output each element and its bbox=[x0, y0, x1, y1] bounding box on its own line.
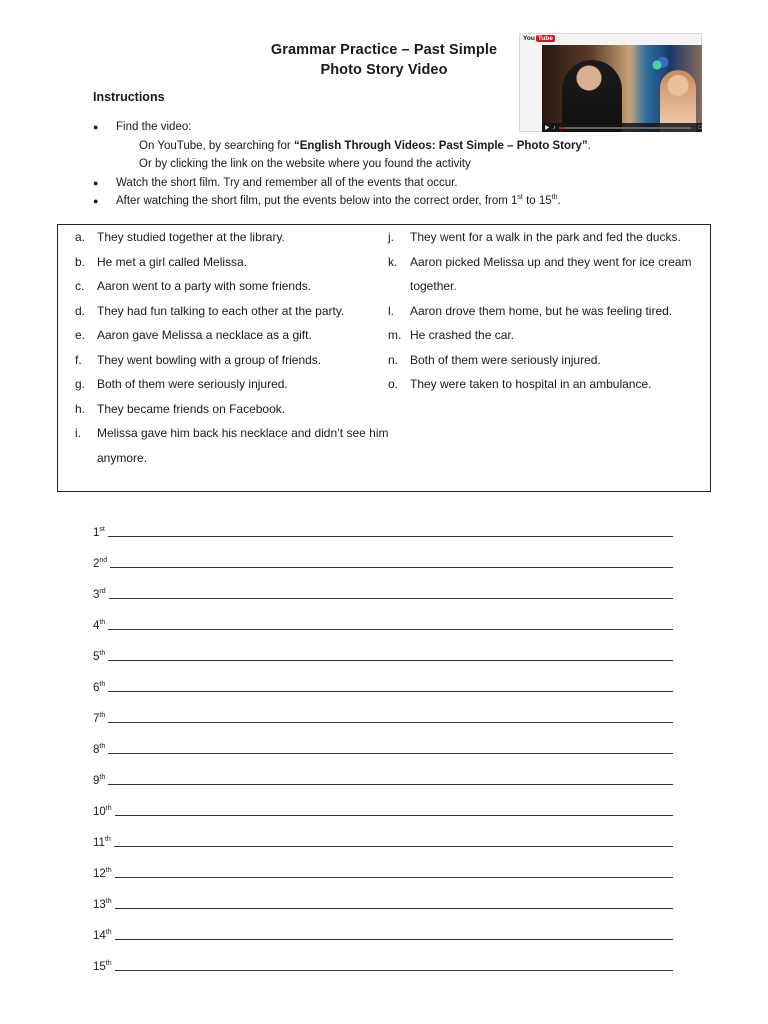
search-query: “English Through Videos: Past Simple – Photo Story” bbox=[293, 139, 588, 152]
event-item bbox=[75, 372, 393, 397]
answer-row bbox=[93, 601, 673, 632]
event-letter: b. bbox=[75, 254, 86, 269]
event-item bbox=[388, 348, 698, 373]
instruction-text-part: After watching the short film, put the events below into the correct order, from 1 bbox=[116, 195, 518, 207]
event-text: Aaron drove them home, but he was feeling tired. bbox=[410, 303, 673, 318]
event-text: They studied together at the library. bbox=[97, 230, 285, 244]
answer-number bbox=[93, 744, 108, 756]
event-item bbox=[388, 225, 698, 250]
answer-row bbox=[93, 725, 673, 756]
event-letter: e. bbox=[75, 328, 86, 342]
answer-number-value: 2 bbox=[93, 558, 100, 570]
answer-number-value: 13 bbox=[93, 899, 106, 911]
event-letter: k. bbox=[388, 254, 398, 269]
play-icon[interactable]: ▶ bbox=[545, 125, 550, 131]
event-item bbox=[388, 299, 698, 324]
fullscreen-icon[interactable]: □ bbox=[698, 124, 702, 131]
answer-row bbox=[93, 570, 673, 601]
answer-lines bbox=[93, 508, 673, 973]
answer-number-value: 11 bbox=[93, 837, 105, 849]
ordinal-suffix: th bbox=[104, 836, 111, 844]
event-item bbox=[75, 397, 393, 422]
answer-blank-line[interactable] bbox=[108, 679, 673, 692]
answer-number-value: 9 bbox=[93, 775, 100, 787]
events-box bbox=[57, 224, 711, 492]
answer-number bbox=[93, 775, 108, 787]
youtube-logo-you: You bbox=[523, 35, 535, 42]
bullet-icon: ● bbox=[93, 177, 99, 188]
event-letter: n. bbox=[388, 352, 399, 367]
answer-number bbox=[93, 806, 115, 818]
instruction-text: Watch the short film. Try and remember all of the events that occur. bbox=[116, 176, 458, 189]
event-item bbox=[75, 421, 393, 470]
answer-number-value: 10 bbox=[93, 806, 106, 818]
answer-blank-line[interactable] bbox=[114, 834, 673, 847]
answer-number-value: 4 bbox=[93, 620, 100, 632]
answer-number bbox=[93, 899, 115, 911]
event-letter: o. bbox=[388, 377, 399, 391]
answer-number-value: 8 bbox=[93, 744, 100, 756]
answer-number bbox=[93, 682, 108, 694]
title-line-1: Grammar Practice – Past Simple bbox=[270, 42, 498, 58]
answer-number-value: 3 bbox=[93, 589, 100, 601]
ordinal-suffix: nd bbox=[99, 557, 108, 565]
event-item bbox=[388, 323, 698, 348]
answer-number-value: 5 bbox=[93, 651, 100, 663]
answer-number-value: 1 bbox=[93, 527, 100, 539]
event-text: Aaron picked Melissa up and they went for ice cream together. bbox=[410, 254, 692, 293]
answer-number bbox=[93, 651, 108, 663]
answer-number bbox=[93, 713, 108, 725]
instruction-text-part: . bbox=[557, 195, 561, 207]
events-column-left bbox=[75, 225, 393, 470]
answer-row bbox=[93, 632, 673, 663]
event-letter: d. bbox=[75, 303, 86, 318]
bullet-icon: ● bbox=[93, 196, 99, 206]
youtube-logo-tube: Tube bbox=[537, 35, 553, 42]
instruction-item bbox=[93, 174, 713, 193]
answer-number-value: 15 bbox=[93, 961, 106, 973]
ordinal-suffix: th bbox=[99, 743, 106, 751]
answer-row bbox=[93, 787, 673, 818]
event-item bbox=[75, 348, 393, 373]
answer-number-value: 6 bbox=[93, 682, 100, 694]
answer-number bbox=[93, 868, 115, 880]
event-text: He crashed the car. bbox=[410, 328, 515, 342]
answer-number bbox=[93, 961, 115, 973]
answer-number-value: 7 bbox=[93, 713, 100, 725]
event-item bbox=[388, 372, 698, 397]
event-item bbox=[388, 250, 698, 299]
instruction-item bbox=[93, 192, 713, 211]
event-text: They went bowling with a group of friends. bbox=[97, 352, 322, 367]
answer-row bbox=[93, 508, 673, 539]
answer-number bbox=[93, 620, 108, 632]
answer-number-value: 14 bbox=[93, 930, 106, 942]
event-item bbox=[75, 225, 393, 250]
answer-blank-line[interactable] bbox=[108, 741, 673, 754]
answer-blank-line[interactable] bbox=[115, 865, 673, 878]
event-text: He met a girl called Melissa. bbox=[97, 254, 248, 269]
event-item bbox=[75, 250, 393, 275]
answer-number bbox=[93, 837, 114, 849]
ordinal-suffix: th bbox=[105, 960, 112, 968]
event-letter: i. bbox=[75, 426, 81, 440]
answer-number bbox=[93, 558, 110, 570]
answer-row bbox=[93, 818, 673, 849]
ordinal-suffix: th bbox=[105, 805, 112, 813]
youtube-logo bbox=[523, 35, 555, 42]
ordinal-suffix: th bbox=[99, 712, 106, 720]
event-text: Both of them were seriously injured. bbox=[410, 352, 601, 367]
event-text: They had fun talking to each other at the party. bbox=[97, 303, 345, 318]
instructions-heading: Instructions bbox=[93, 90, 165, 104]
event-letter: a. bbox=[75, 230, 86, 244]
answer-row bbox=[93, 694, 673, 725]
answer-row bbox=[93, 756, 673, 787]
answer-blank-line[interactable] bbox=[115, 896, 673, 909]
answer-row bbox=[93, 911, 673, 942]
ordinal-suffix: th bbox=[99, 619, 106, 627]
answer-blank-line[interactable] bbox=[108, 710, 673, 723]
instruction-subitem bbox=[93, 137, 713, 156]
event-text: Aaron gave Melissa a necklace as a gift. bbox=[97, 328, 312, 342]
event-letter: f. bbox=[75, 352, 82, 367]
answer-blank-line[interactable] bbox=[108, 524, 673, 537]
answer-blank-line[interactable] bbox=[115, 927, 673, 940]
answer-blank-line[interactable] bbox=[109, 586, 673, 599]
answer-number bbox=[93, 930, 115, 942]
answer-row bbox=[93, 539, 673, 570]
ordinal-suffix: th bbox=[99, 650, 106, 658]
instruction-subitem: Or by clicking the link on the website where you found the activity bbox=[139, 158, 471, 170]
event-letter: c. bbox=[75, 279, 85, 293]
answer-row bbox=[93, 880, 673, 911]
event-letter: m. bbox=[388, 328, 402, 342]
answer-row bbox=[93, 663, 673, 694]
answer-blank-line[interactable] bbox=[108, 648, 673, 661]
answer-number bbox=[93, 527, 108, 539]
event-letter: l. bbox=[388, 303, 394, 318]
title-line-2: Photo Story Video bbox=[320, 62, 448, 78]
instructions-list bbox=[93, 118, 713, 211]
answer-number-value: 12 bbox=[93, 868, 106, 880]
event-item bbox=[75, 274, 393, 299]
subitem-period: . bbox=[587, 139, 591, 152]
instruction-item bbox=[93, 118, 713, 137]
volume-icon[interactable]: ♪ bbox=[552, 124, 556, 131]
event-text: Both of them were seriously injured. bbox=[97, 377, 288, 391]
answer-number bbox=[93, 589, 109, 601]
event-letter: j. bbox=[388, 230, 394, 244]
instruction-text: Find the video: bbox=[116, 121, 192, 133]
event-text: Melissa gave him back his necklace and didn’t see him anymore. bbox=[97, 426, 389, 465]
ordinal-suffix: th bbox=[105, 867, 112, 875]
ordinal-suffix: th bbox=[105, 929, 112, 937]
answer-row bbox=[93, 942, 673, 973]
ordinal-suffix: th bbox=[99, 774, 106, 782]
answer-blank-line[interactable] bbox=[115, 803, 673, 816]
ordinal-suffix: rd bbox=[99, 588, 106, 596]
answer-blank-line[interactable] bbox=[108, 772, 673, 785]
event-item bbox=[75, 323, 393, 348]
answer-blank-line[interactable] bbox=[108, 617, 673, 630]
ordinal-suffix: st bbox=[99, 526, 105, 534]
instruction-text bbox=[116, 192, 561, 211]
answer-row bbox=[93, 849, 673, 880]
ordinal-suffix: th bbox=[551, 194, 558, 202]
events-column-right bbox=[388, 225, 698, 397]
bullet-icon: ● bbox=[93, 122, 99, 132]
instruction-text-part: to 15 bbox=[522, 195, 552, 207]
event-text: They went for a walk in the park and fed the ducks. bbox=[410, 230, 681, 244]
event-text: They were taken to hospital in an ambulance. bbox=[410, 377, 652, 391]
event-item bbox=[75, 299, 393, 324]
answer-blank-line[interactable] bbox=[110, 555, 673, 568]
ordinal-suffix: th bbox=[99, 681, 106, 689]
ordinal-suffix: st bbox=[517, 194, 523, 202]
event-text: They became friends on Facebook. bbox=[97, 401, 286, 416]
event-letter: g. bbox=[75, 377, 86, 391]
ordinal-suffix: th bbox=[105, 898, 112, 906]
answer-blank-line[interactable] bbox=[115, 958, 673, 971]
event-letter: h. bbox=[75, 401, 86, 416]
event-text: Aaron went to a party with some friends. bbox=[97, 279, 312, 293]
subitem-text: On YouTube, by searching for bbox=[139, 139, 294, 152]
